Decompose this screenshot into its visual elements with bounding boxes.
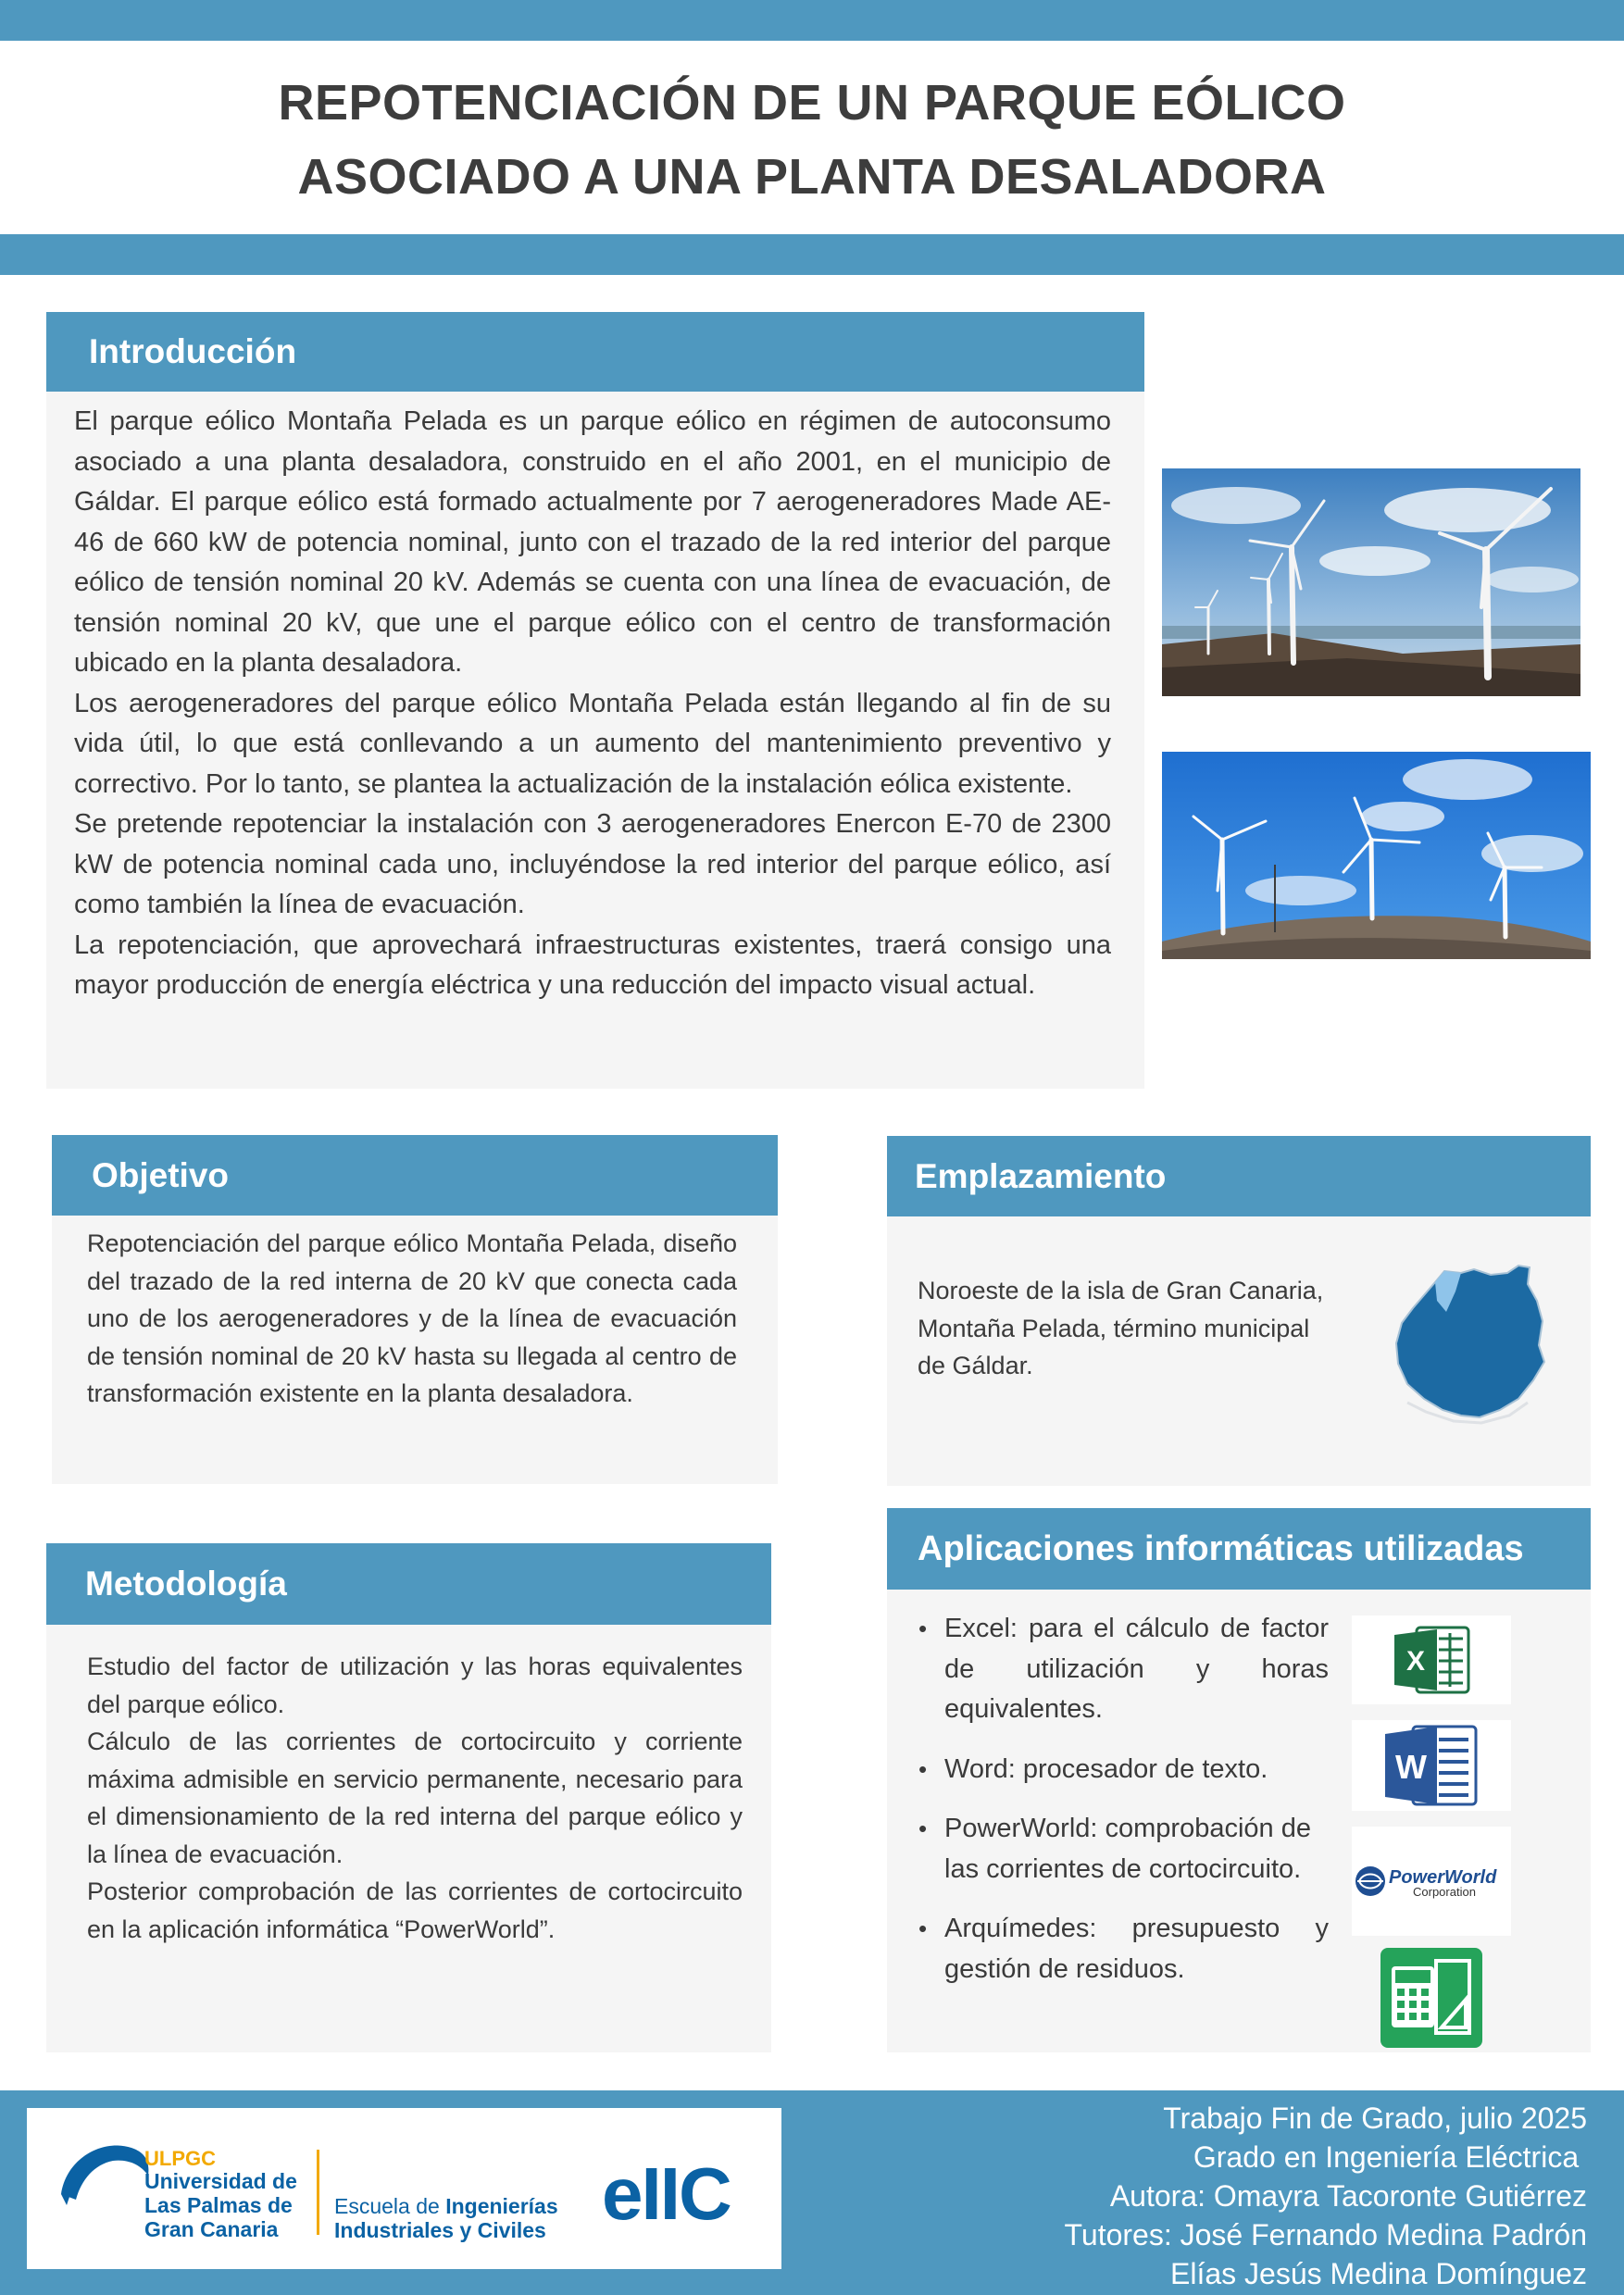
app-item-word: • Word: procesador de texto. xyxy=(917,1750,1329,1790)
ulpgc-acronym: ULPGC xyxy=(144,2147,216,2170)
intro-heading: Introducción xyxy=(46,312,1144,392)
metodologia-paragraph: Cálculo de las corrientes de cortocircuito y corriente máxima admisible en servicio permanente, necesario para el dimensionamiento de la red interna del parque eólico y la línea de evacuación. xyxy=(87,1727,743,1868)
footer-line: Elías Jesús Medina Domínguez xyxy=(1170,2257,1587,2290)
ulpgc-university-name xyxy=(144,2169,297,2241)
app-item-powerworld: • PowerWorld: comprobación de las corrientes de cortocircuito. xyxy=(917,1809,1329,1890)
eiic-logo: eIIC xyxy=(602,2152,731,2235)
objetivo-text: Repotenciación del parque eólico Montaña Pelada, diseño del trazado de la red interna de 20 kV que conecta cada uno de los aerogeneradores y de la línea de evacuación de tensión nominal de 20 kV hasta su llegada al centro de transformación existente en la planta desaladora. xyxy=(87,1229,737,1407)
app-item-excel: • Excel: para el cálculo de factor de utilización y horas equivalentes. xyxy=(917,1609,1329,1730)
intro-paragraph: Los aerogeneradores del parque eólico Montaña Pelada están llegando al fin de su vida útil, lo que está conllevando a un aumento del mantenimiento preventivo y correctivo. Por lo tanto, se plantea la actualización de la instalación eólica existente. xyxy=(74,688,1111,799)
intro-paragraph: Se pretende repotenciar la instalación con 3 aerogeneradores Enercon E-70 de 2300 kW de potencia nominal cada uno, incluyéndose la red interior del parque eólico, así como también la línea de evacuación. xyxy=(74,809,1111,919)
arquimedes-icon xyxy=(1380,1948,1482,2048)
excel-icon-box xyxy=(1352,1615,1511,1704)
svg-text:W: W xyxy=(1395,1748,1427,1786)
word-icon-box xyxy=(1352,1720,1511,1811)
emplazamiento-heading: Emplazamiento xyxy=(887,1136,1591,1216)
powerworld-logo xyxy=(1354,1863,1509,1900)
poster-title-line1: REPOTENCIACIÓN DE UN PARQUE EÓLICO xyxy=(278,75,1346,131)
svg-text:Corporation: Corporation xyxy=(1413,1885,1476,1899)
intro-text xyxy=(74,402,1111,1006)
gran-canaria-map xyxy=(1389,1264,1546,1426)
aplicaciones-list xyxy=(917,1609,1329,1989)
metodologia-paragraph: Posterior comprobación de las corrientes de cortocircuito en la aplicación informática “PowerWorld”. xyxy=(87,1877,743,1943)
school-name-line2: Industriales y Civiles xyxy=(334,2218,546,2242)
objetivo-heading: Objetivo xyxy=(52,1135,778,1216)
poster-title-line2: ASOCIADO A UNA PLANTA DESALADORA xyxy=(297,149,1327,205)
wind-turbines-hill-photo xyxy=(1162,752,1591,959)
footer-line: Trabajo Fin de Grado, julio 2025 xyxy=(1163,2102,1587,2135)
school-name xyxy=(334,2194,558,2242)
title-bottom-bar xyxy=(0,234,1624,275)
metodologia-paragraph: Estudio del factor de utilización y las horas equivalentes del parque eólico. xyxy=(87,1653,743,1718)
app-item-arquimedes: • Arquímedes: presupuesto y gestión de residuos. xyxy=(917,1909,1329,1989)
powerworld-logo-box xyxy=(1352,1827,1511,1936)
ulpgc-name-line: Las Palmas de xyxy=(144,2193,293,2217)
wind-turbines-coast-photo xyxy=(1162,468,1580,696)
aplicaciones-heading: Aplicaciones informáticas utilizadas xyxy=(887,1508,1591,1590)
school-name-part: Escuela de xyxy=(334,2194,446,2218)
ulpgc-name-line: Universidad de xyxy=(144,2169,297,2193)
footer-line: Grado en Ingeniería Eléctrica xyxy=(1193,2140,1587,2174)
metodologia-heading: Metodología xyxy=(46,1543,771,1625)
ulpgc-name-line: Gran Canaria xyxy=(144,2217,279,2241)
emplazamiento-text: Noroeste de la isla de Gran Canaria, Montaña Pelada, término municipal de Gáldar. xyxy=(918,1277,1324,1379)
footer-line: Autora: Omayra Tacoronte Gutiérrez xyxy=(1109,2179,1587,2213)
excel-icon xyxy=(1393,1626,1470,1694)
svg-text:PowerWorld: PowerWorld xyxy=(1389,1867,1497,1888)
intro-paragraph: El parque eólico Montaña Pelada es un parque eólico en régimen de autoconsumo asociado a una planta desaladora, construido en el año 2001, en el municipio de Gáldar. El parque eólico está formado actualmente por 7 aerogeneradores Made AE-46 de 660 kW de potencia nominal, junto con el trazado de la red interior del parque eólico de tensión nominal 20 kV. Además se cuenta con una línea de evacuación, de tensión nominal 20 kV, que une el parque eólico con el centro de transformación ubicado en la planta desaladora. xyxy=(74,406,1111,678)
footer-line: Tutores: José Fernando Medina Padrón xyxy=(1064,2218,1587,2251)
svg-text:X: X xyxy=(1405,1646,1426,1677)
footer-credits xyxy=(1065,2099,1587,2293)
word-icon xyxy=(1383,1723,1480,1808)
top-bar xyxy=(0,0,1624,41)
intro-paragraph: La repotenciación, que aprovechará infraestructuras existentes, traerá consigo una mayor producción de energía eléctrica y una reducción del impacto visual actual. xyxy=(74,929,1111,1000)
logo-divider xyxy=(317,2150,319,2235)
metodologia-text xyxy=(87,1648,743,1948)
school-name-part: Ingenierías xyxy=(445,2194,558,2218)
